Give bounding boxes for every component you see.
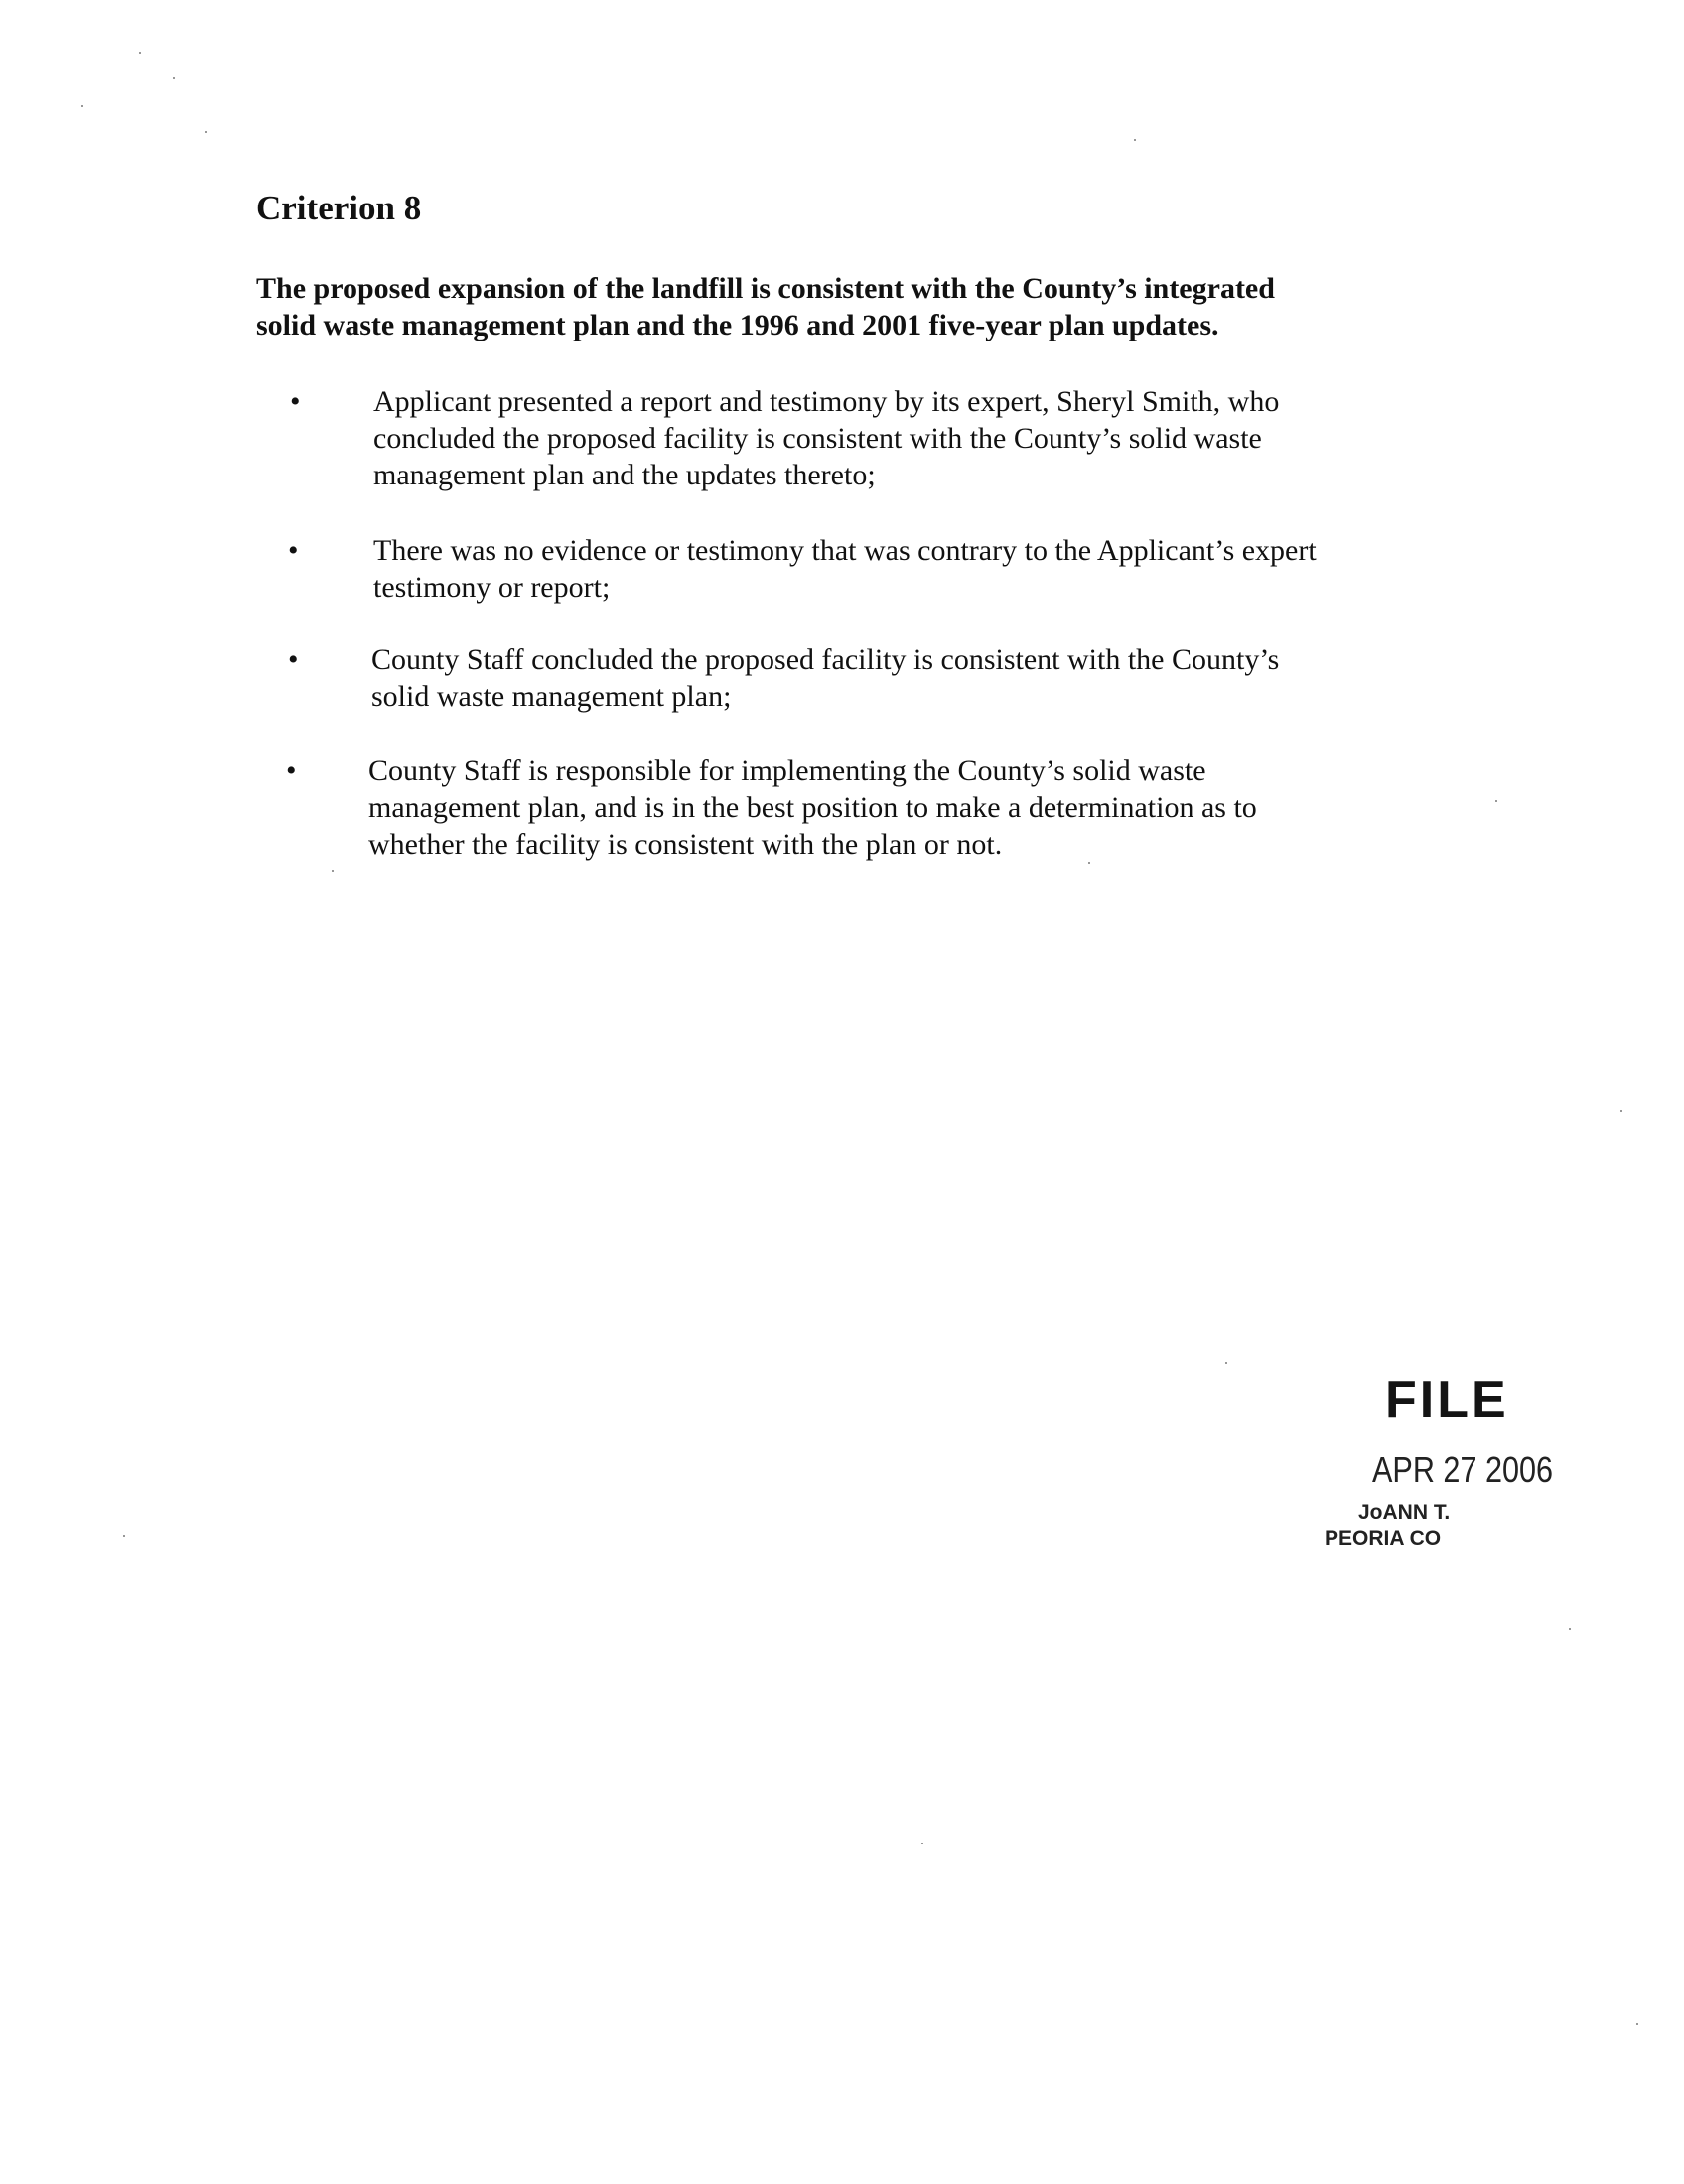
stamp-date: APR 27 2006: [1372, 1449, 1554, 1490]
criterion-statement: The proposed expansion of the landfill is consistent with the County’s integrated solid waste management plan and the 1996 and 2001 five-year plan updates.: [256, 272, 1275, 341]
finding-text: There was no evidence or testimony that was contrary to the Applicant’s expert testimony or report;: [373, 534, 1317, 604]
scan-speck: [205, 131, 207, 133]
finding-text: County Staff is responsible for implementing the County’s solid waste management plan, and is in the best position to make a determination as to whether the facility is consistent with the plan or not.: [368, 754, 1257, 861]
scan-speck: [173, 77, 175, 79]
scan-speck: [1569, 1628, 1571, 1630]
finding-text: Applicant presented a report and testimony by its expert, Sheryl Smith, who concluded the proposed facility is consistent with the County’s solid waste management plan and the updates thereto;: [373, 385, 1280, 491]
scan-speck: [139, 52, 141, 54]
stamp-clerk-name: JoANN T.: [1358, 1501, 1451, 1524]
scan-speck: [1636, 2023, 1638, 2025]
bullet-dot-icon: •: [288, 643, 299, 676]
scan-speck: [1495, 800, 1497, 802]
finding-text: County Staff concluded the proposed facility is consistent with the County’s solid waste management plan;: [371, 643, 1280, 713]
filed-stamp: [1311, 1370, 1609, 1569]
scan-speck: [921, 1843, 923, 1844]
bullet-dot-icon: •: [286, 754, 297, 787]
scan-speck: [123, 1535, 125, 1537]
stamp-county: PEORIA CO: [1325, 1527, 1442, 1550]
criterion-heading: Criterion 8: [256, 189, 422, 227]
scan-speck: [332, 870, 334, 872]
scan-speck: [1134, 139, 1136, 141]
scan-speck: [1620, 1110, 1622, 1112]
bullet-dot-icon: •: [288, 534, 299, 567]
scan-speck: [1088, 862, 1090, 864]
scan-speck: [81, 105, 83, 107]
stamp-filed-word: FILE: [1385, 1371, 1509, 1429]
bullet-dot-icon: •: [290, 385, 301, 418]
scan-speck: [1225, 1362, 1227, 1364]
